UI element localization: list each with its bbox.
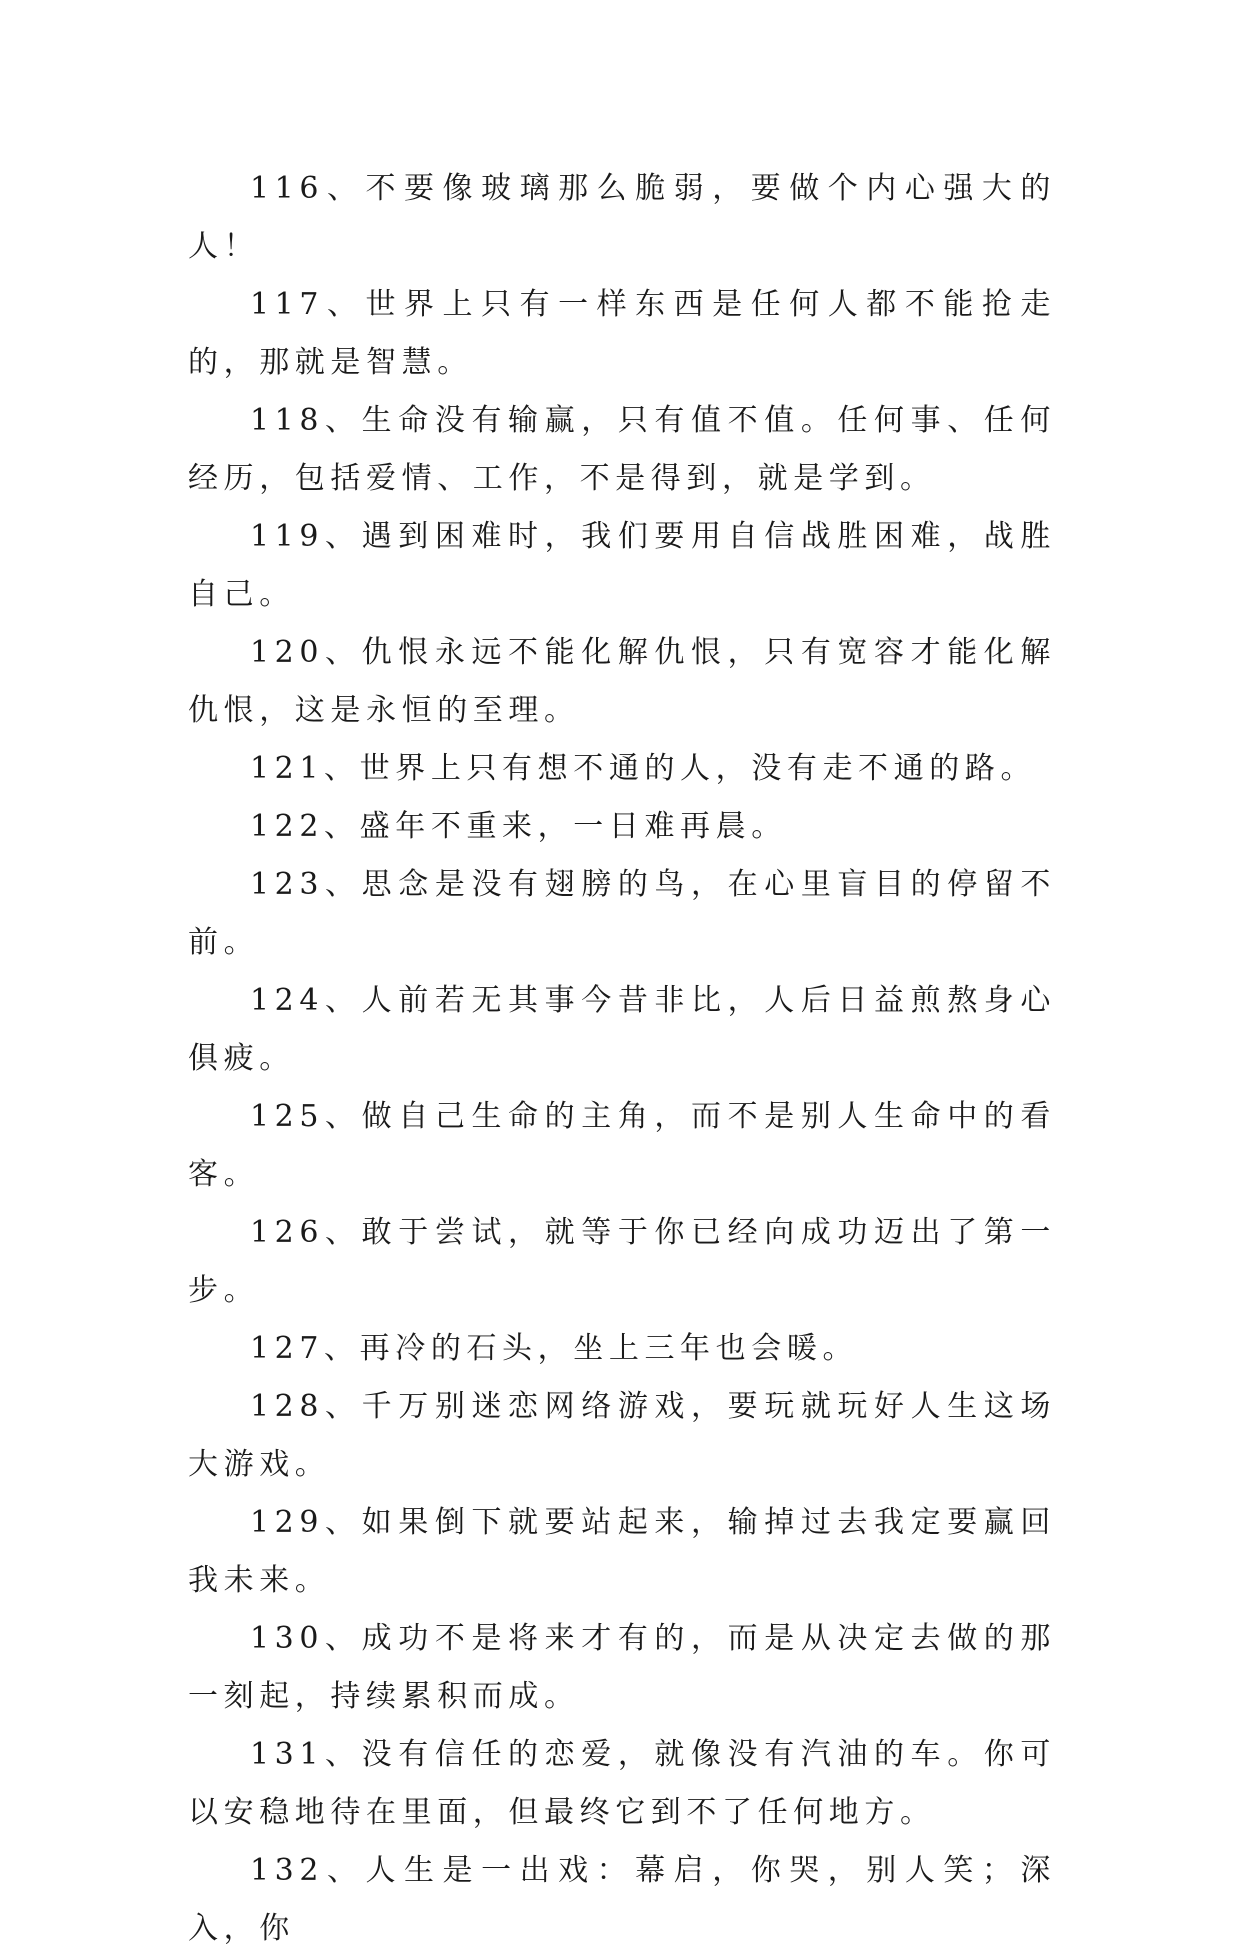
quote-paragraph-122: 122、盛年不重来，一日难再晨。 — [250, 809, 787, 844]
quote-paragraph-128: 128、千万别迷恋网络游戏，要玩就玩好人生这场大游戏。 — [188, 1389, 1056, 1482]
quote-paragraph-117: 117、世界上只有一样东西是任何人都不能抢走的，那就是智慧。 — [188, 287, 1056, 380]
quote-paragraph-125: 125、做自己生命的主角，而不是别人生命中的看客。 — [188, 1099, 1056, 1192]
quote-paragraph-119: 119、遇到困难时，我们要用自信战胜困难，战胜自己。 — [188, 519, 1056, 612]
quote-paragraph-124: 124、人前若无其事今昔非比，人后日益煎熬身心俱疲。 — [188, 983, 1056, 1076]
document-body — [188, 160, 1056, 1958]
quote-paragraph-131: 131、没有信任的恋爱，就像没有汽油的车。你可以安稳地待在里面，但最终它到不了任何地方。 — [188, 1737, 1056, 1830]
quote-paragraph-129: 129、如果倒下就要站起来，输掉过去我定要赢回我未来。 — [188, 1505, 1056, 1598]
quote-paragraph-130: 130、成功不是将来才有的，而是从决定去做的那一刻起，持续累积而成。 — [188, 1621, 1056, 1714]
quote-paragraph-116: 116、不要像玻璃那么脆弱，要做个内心强大的人！ — [188, 171, 1056, 264]
quote-paragraph-126: 126、敢于尝试，就等于你已经向成功迈出了第一步。 — [188, 1215, 1056, 1308]
quote-paragraph-118: 118、生命没有输赢，只有值不值。任何事、任何经历，包括爱情、工作，不是得到，就是学到。 — [188, 403, 1056, 496]
quote-paragraph-121: 121、世界上只有想不通的人，没有走不通的路。 — [250, 751, 1037, 786]
quote-paragraph-132: 132、人生是一出戏：幕启，你哭，别人笑；深入，你 — [188, 1853, 1056, 1946]
quote-paragraph-120: 120、仇恨永远不能化解仇恨，只有宽容才能化解仇恨，这是永恒的至理。 — [188, 635, 1056, 728]
quote-paragraph-123: 123、思念是没有翅膀的鸟，在心里盲目的停留不前。 — [188, 867, 1056, 960]
quote-paragraph-127: 127、再冷的石头，坐上三年也会暖。 — [250, 1331, 859, 1366]
